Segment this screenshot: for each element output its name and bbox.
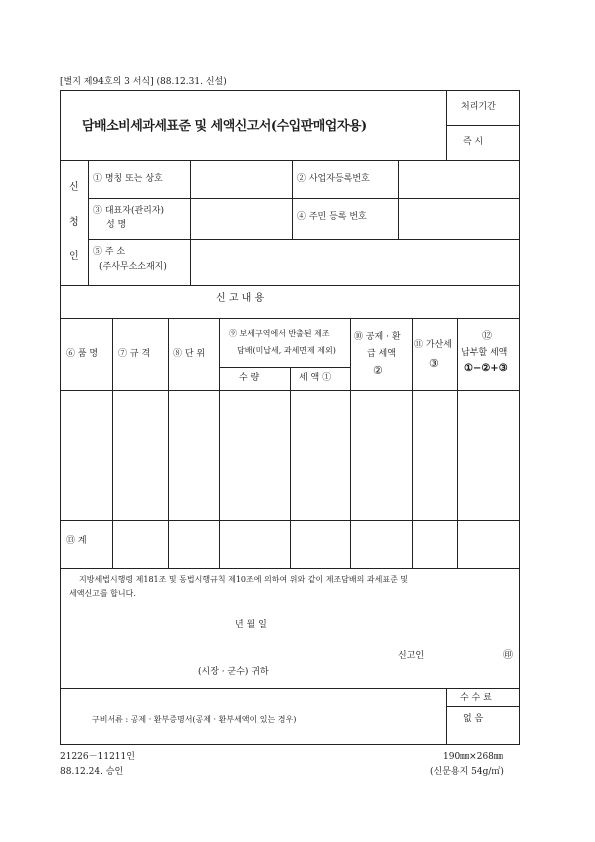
rrn-label: ④ 주민 등록 번호 [297, 212, 367, 222]
col-pay-line2: 납부할 세액 [461, 348, 508, 358]
col-deduct-line2: 급 세액 [367, 349, 396, 359]
col-pay-line3: ①−②+③ [464, 363, 508, 374]
table-row[interactable] [61, 391, 519, 519]
applicant-side-char-1: 신 [69, 182, 79, 193]
name-field[interactable] [191, 161, 291, 197]
fee-value: 없 음 [463, 714, 484, 724]
col-tax-amount: 세 액 ① [299, 373, 332, 383]
address-field[interactable] [191, 240, 519, 284]
col-pay-line1: ⑫ [482, 331, 492, 342]
col-unit: ⑧ 단 위 [173, 349, 206, 359]
col-bonded-line1: ⑨ 보세구역에서 반출된 제조 [229, 329, 330, 338]
section-title: 신 고 내 용 [216, 293, 265, 304]
footer-size: 190㎜×268㎜ [443, 752, 503, 762]
declarant-label: 신고인 [398, 651, 425, 661]
fee-label: 수 수 료 [460, 693, 492, 703]
recipient: (시장 · 군수) 귀하 [198, 667, 269, 677]
form-title: 담배소비세과세표준 및 세액신고서(수입판매업자용) [82, 119, 367, 134]
col-bonded-line2: 담배(미납세, 과세면제 제외) [237, 346, 336, 355]
col-item-name: ⑥ 품 명 [66, 349, 99, 359]
col-deduct-line1: ⑩ 공제 · 환 [354, 332, 401, 342]
col-spec: ⑦ 규 격 [118, 349, 151, 359]
rep-name-field[interactable] [191, 199, 291, 238]
rep-name-label: 성 명 [106, 220, 127, 230]
processing-period-label: 처리기간 [461, 102, 496, 112]
address-label: ⑤ 주 소 [93, 247, 126, 257]
rrn-field[interactable] [399, 199, 519, 238]
name-label: ① 명칭 또는 상호 [93, 174, 163, 184]
declaration-line-2: 세액신고를 합니다. [69, 589, 136, 598]
date-label: 년 월 일 [235, 620, 267, 630]
applicant-side-char-2: 청 [69, 217, 79, 228]
total-label: ⑬ 계 [66, 536, 87, 546]
form-header-note: [별지 제94호의 3 서식] (88.12.31. 신설) [60, 77, 227, 87]
applicant-side-char-3: 인 [69, 251, 79, 262]
col-deduct-line3: ② [373, 364, 383, 377]
rep-label: ③ 대표자(관리자) [93, 206, 165, 216]
processing-period-value: 즉 시 [463, 137, 484, 147]
footer-paper: (신문용지 54g/㎡) [430, 767, 504, 777]
col-quantity: 수 량 [239, 373, 260, 383]
col-addtax-line2: ③ [429, 357, 439, 370]
bizno-label: ② 사업자등록번호 [297, 174, 370, 184]
footer-approval: 88.12.24. 승인 [60, 767, 124, 777]
address-sub-label: (주사무소소재지) [99, 262, 167, 272]
declaration-line-1: 지방세법시행령 제181조 및 동법시행규칙 제10조에 의하여 위와 같이 제조담배의 과세표준 및 [79, 575, 409, 584]
footer-form-code: 21226－11211인 [60, 752, 135, 762]
col-addtax-line1: ⑪ 가산세 [414, 340, 452, 350]
attachment-note: 구비서류 : 공제 · 환부증명서(공제 · 환부세액이 있는 경우) [92, 715, 297, 724]
seal-mark: ㊞ [503, 650, 513, 661]
bizno-field[interactable] [399, 161, 519, 197]
